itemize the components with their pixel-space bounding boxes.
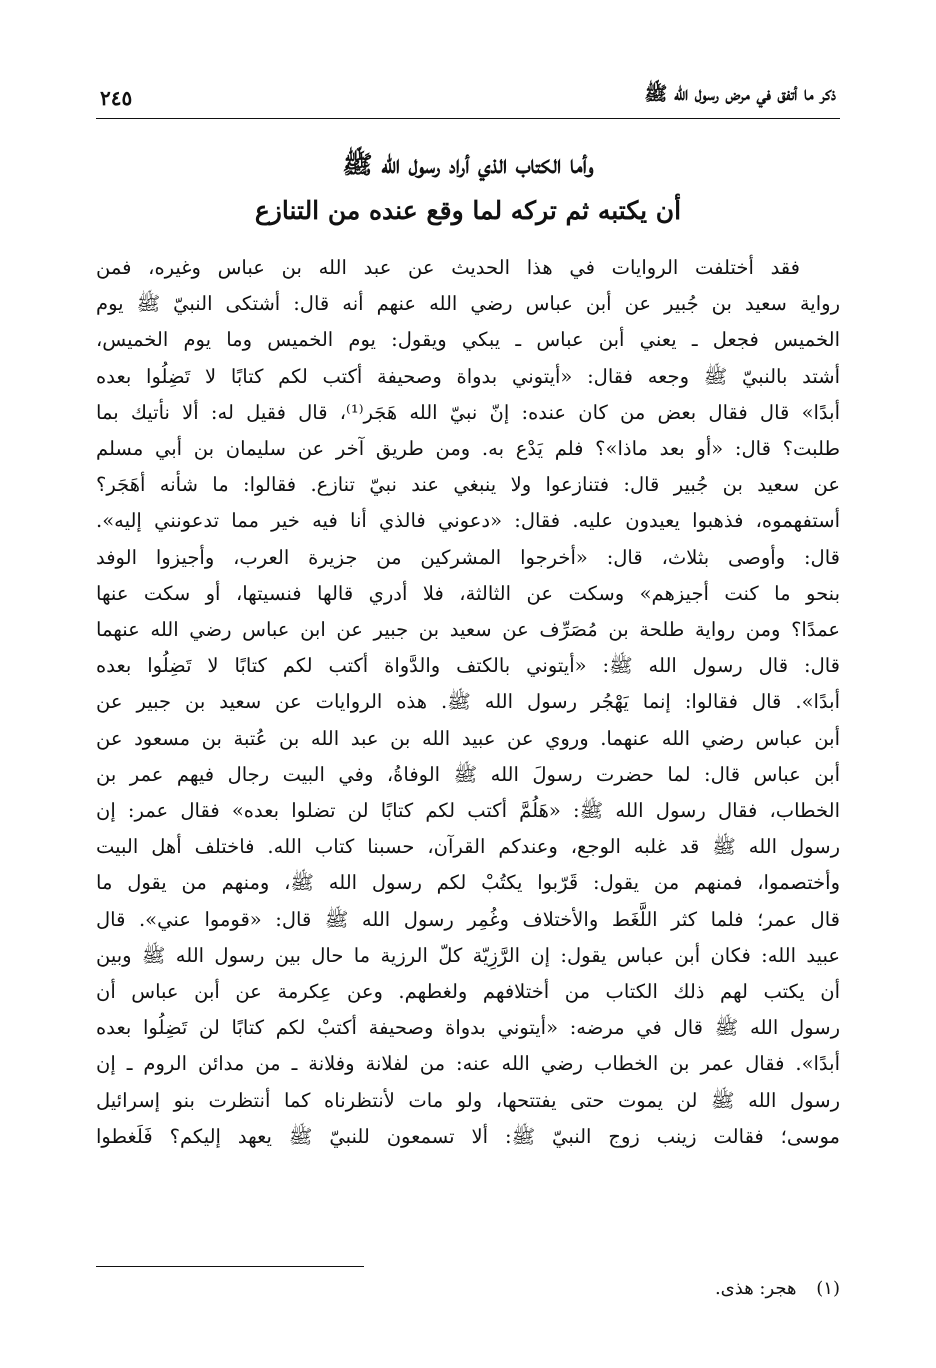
body-line: أبن عباس قال: لما حضرت رسولَ الله ﷺ الوفاةُ، وفي البيت رجال فيهم عمر بن <box>96 762 840 786</box>
page-number: ٢٤٥ <box>100 86 133 110</box>
body-line: قال: قال رسول الله ﷺ: «أيتوني بالكتف والدَّواة أكتب لكم كتابًا لا تَضِلُوا بعده <box>96 654 840 678</box>
body-line: أبن عباس رضي الله عنهما. وروي عن عبيد الله بن عبد الله بن عُتبة بن مسعود عن <box>96 726 840 750</box>
heading-line-1: وأما الكتاب الذي أراد رسول الله ﷺ <box>342 150 594 179</box>
body-line: عبيد الله: فكان أبن عباس يقول: إن الرَّزِيّة كلّ الرزية ما حال بين رسول الله ﷺ وبين <box>96 943 840 967</box>
body-line: وأختصموا، فمنهم من يقول: قَرّبوا يكتُبْ لكم رسول الله ﷺ، ومنهم من يقول ما <box>96 871 840 895</box>
body-line: رسول الله ﷺ لن يموت حتى يفتتحها، ولو مات لأنتظرناه كما أنتظرت بنو إسرائيل <box>96 1088 840 1112</box>
body-line: أبدًا». قال فقالوا: إنما يَهْجُر رسول الله ﷺ. هذه الروايات عن سعيد بن جبير عن <box>96 690 840 714</box>
body-line: أبدًا» قال فقال بعض من كان عنده: إنّ نبيّ الله هَجَر⁽¹⁾، قال فقيل له: ألا نأتيك بما <box>96 400 840 424</box>
body-line: أبدًا». فقال عمر بن الخطاب رضي الله عنه: من لفلانة وفلانة ـ من مدائن الروم ـ إن <box>96 1052 840 1076</box>
body-line: طلبت؟ قال: «أو بعد ماذا»؟ فلم يَدْع به. ومن طريق آخر عن سليمان بن أبي مسلم <box>96 437 840 461</box>
body-line: أن يكتب لهم ذلك الكتاب من أختلافهم ولغطهم. وعن عِكرمة عن أبن عباس أن <box>96 980 840 1004</box>
footnote-text: هجر: هذى. <box>714 1278 797 1299</box>
header-divider <box>96 118 840 119</box>
footnote-divider <box>96 1266 364 1267</box>
body-line: أشتد بالنبيّ ﷺ وجعه فقال: «أيتوني بدواة وصحيفة أكتب لكم كتابًا لا تَضِلُوا بعده <box>96 364 840 388</box>
footnote <box>715 1278 840 1299</box>
body-line: أستفهموه، فذهبوا يعيدون عليه. فقال: «دعوني فالذي أنا فيه خير مما تدعونني إليه». <box>96 509 840 533</box>
body-line: رسول الله ﷺ قد غلبه الوجع، وعندكم القرآن، حسبنا كتاب الله. فاختلف أهل البيت <box>96 835 840 859</box>
footnote-number: (١) <box>816 1278 840 1299</box>
body-line: فقد أختلفت الروايات في هذا الحديث عن عبد الله بن عباس وغيره، فمن <box>96 256 800 279</box>
book-page <box>96 80 840 1340</box>
body-line: الخطاب، فقال رسول الله ﷺ: «هَلُمَّ أكتب لكم كتابًا لن تضلوا بعده» فقال عمر: إن <box>96 799 840 823</box>
running-title: ذكر ما أتفق في مرض رسول الله ﷺ <box>644 83 836 105</box>
running-header <box>96 80 840 116</box>
body-line: رواية سعيد بن جُبير عن أبن عباس رضي الله عنهم أنه قال: أشتكى النبيّ ﷺ يوم <box>96 292 840 316</box>
body-line: قال عمر؛ فلما كثر اللَّغَط والأختلاف وغُمِر رسول الله ﷺ قال: «قوموا عني». قال <box>96 907 840 931</box>
body-line: الخميس فجعل ـ يعني أبن عباس ـ يبكي ويقول: يوم الخميس وما يوم الخميس، <box>96 328 840 352</box>
body-line: عن سعيد بن جُبير قال: فتنازعوا ولا ينبغي عند نبيّ تنازع. فقالوا: ما شأنه أهَجَر؟ <box>96 473 840 497</box>
body-line: رسول الله ﷺ قال في مرضه: «أيتوني بدواة وصحيفة أكتبْ لكم كتابًا لن تَضِلُوا بعده <box>96 1016 840 1040</box>
body-line: بنحو ما كنت أجيزهم» وسكت عن الثالثة، فلا أدري قالها فنسيتها، أو سكت عنها <box>96 581 840 605</box>
heading-line-2: أن يكتبه ثم تركه لما وقع عنده من التنازع <box>254 196 682 225</box>
section-heading <box>96 142 840 234</box>
body-line: قال: وأوصى بثلاث، قال: «أخرجوا المشركين من جزيرة العرب، وأجيزوا الوفد <box>96 545 840 569</box>
body-line: موسى؛ فقالت زينب زوج النبيّ ﷺ: ألا تسمعون للنبيّ ﷺ يعهد إليكم؟ فَلَغطوا <box>96 1124 840 1148</box>
body-text <box>96 250 840 1155</box>
body-line: عمدًا؟ ومن رواية طلحة بن مُصَرِّف عن سعيد بن جبير عن ابن عباس رضي الله عنهما <box>96 618 840 642</box>
